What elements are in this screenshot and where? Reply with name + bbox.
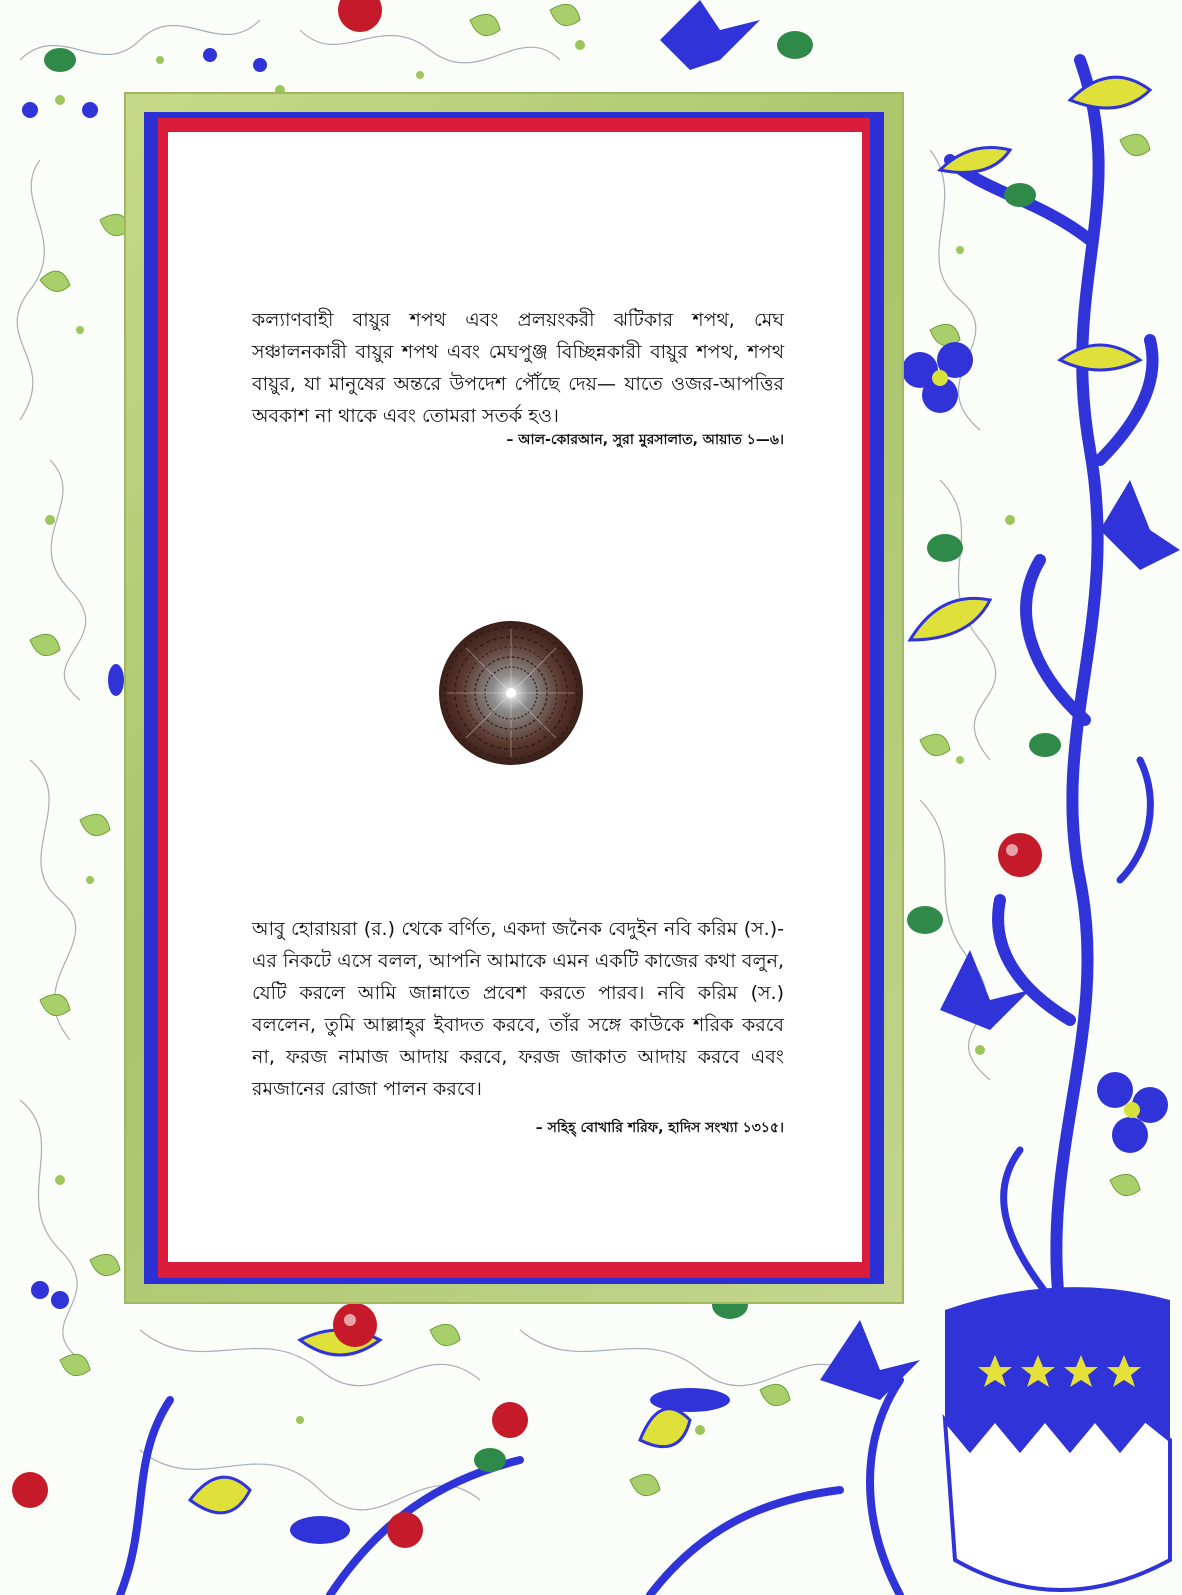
quran-verse-text: কল্যাণবাহী বায়ুর শপথ এবং প্রলয়ংকরী ঝটিকার শপথ, মেঘ সঞ্চালনকারী বায়ুর শপথ এবং মেঘপুঞ্জ বিচ্ছিন্নকারী বায়ুর শপথ, শপথ বায়ুর, যা মানুষের অন্তরে উপদেশ পৌঁছে দেয়— যাতে ওজর-আপত্তির অবকাশ না থাকে এবং তোমরা সতর্ক হও। (252, 309, 784, 427)
hadith-text: আবু হোরায়রা (র.) থেকে বর্ণিত, একদা জনৈক বেদুইন নবি করিম (স.)-এর নিকটে এসে বলল, আপনি আমাকে এমন একটি কাজের কথা বলুন, যেটি করলে আমি জান্নাতে প্রবেশ করতে পারব। নবি করিম (স.) বললেন, তুমি আল্লাহ্‌র ইবাদত করবে, তাঁর সঙ্গে কাউকে শরিক করবে না, ফরজ নামাজ আদায় করবে, ফরজ জাকাত আদায় করবে এবং রমজানের রোজা পালন করবে। (252, 918, 784, 1100)
quran-verse-citation: – আল-কোরআন, সুরা মুরসালাত, আয়াত ১—৬। (506, 432, 784, 448)
hadith-citation: – সহিহ্‌ বোখারি শরিফ, হাদিস সংখ্যা ১৩১৫। (535, 1120, 784, 1136)
calligraphy-medallion-icon (437, 619, 585, 767)
